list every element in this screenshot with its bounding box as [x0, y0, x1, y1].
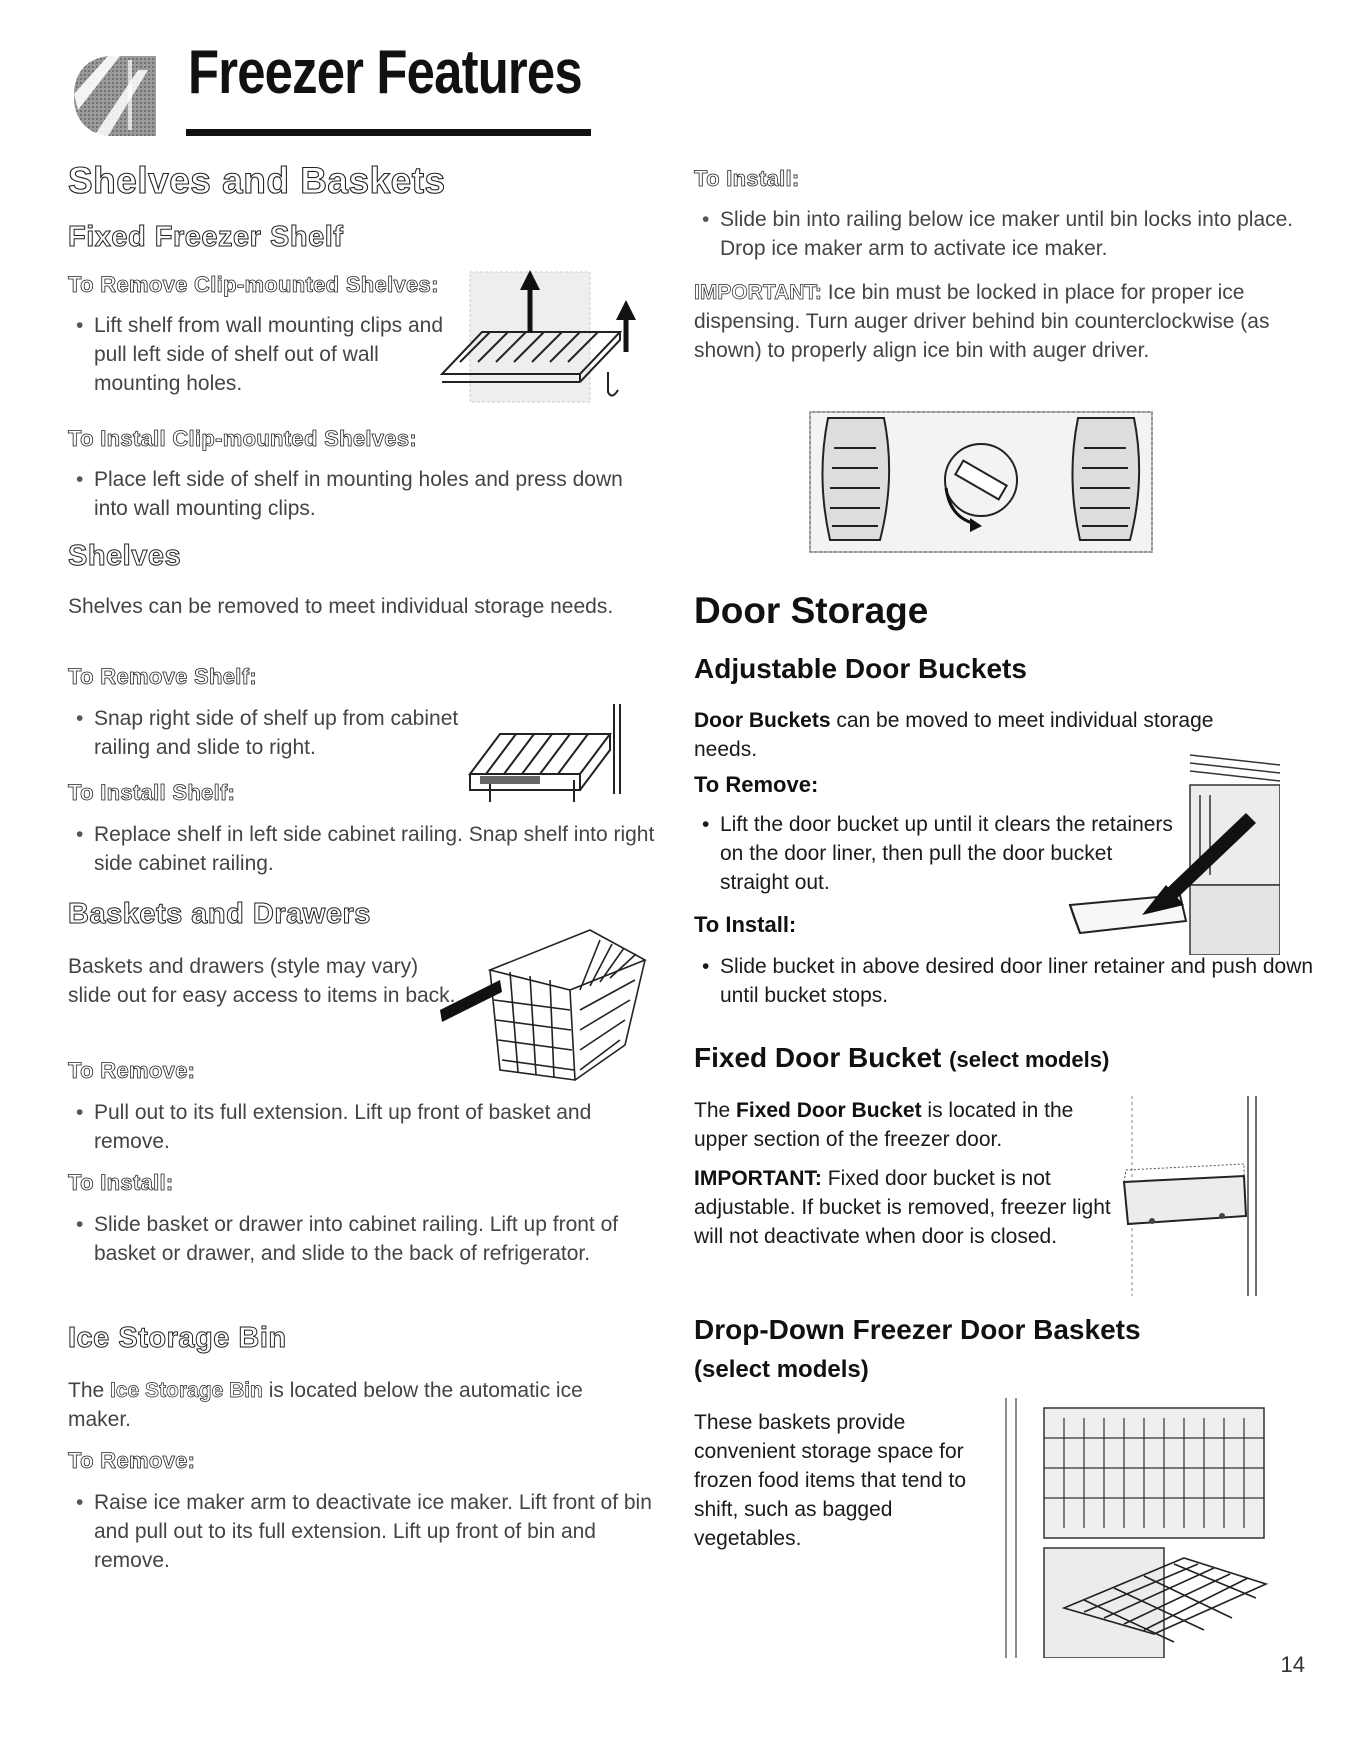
drop-down-baskets-text: These baskets provide convenient storage space for frozen food items that tend to shift, such as bagged vegetables.: [694, 1411, 966, 1550]
fixed-freezer-shelf-heading: Fixed Freezer Shelf: [68, 221, 344, 253]
install-clip-shelves-heading: To Install Clip-mounted Shelves:: [68, 426, 417, 451]
clip-shelf-illustration: [430, 262, 642, 412]
remove-clip-shelves-heading: To Remove Clip-mounted Shelves:: [68, 272, 439, 297]
install-shelf-step: • Replace shelf in left side cabinet railing. Snap shelf into right side cabinet railing.: [68, 820, 664, 878]
drop-down-baskets-heading: Drop-Down Freezer Door Baskets: [694, 1314, 1141, 1345]
freezer-section-icon: [68, 50, 162, 142]
ice-storage-bin-heading: Ice Storage Bin: [68, 1322, 287, 1354]
remove-clip-shelves-step: • Lift shelf from wall mounting clips and pull left side of shelf out of wall mounting holes.: [68, 311, 444, 398]
shelves-heading: Shelves: [68, 540, 182, 572]
door-bucket-illustration: [1060, 745, 1280, 955]
ice-bin-important-note: IMPORTANT: Ice bin must be locked in place for proper ice dispensing. Turn auger driver behind bin counterclockwise (as shown) to properly align ice bin with auger driver.: [694, 281, 1270, 362]
remove-shelf-heading: To Remove Shelf:: [68, 664, 257, 689]
fixed-bucket-intro: The Fixed Door Bucket is located in the upper section of the freezer door.: [694, 1099, 1074, 1151]
baskets-intro: Baskets and drawers (style may vary) slide out for easy access to items in back.: [68, 955, 456, 1007]
drop-down-basket-illustration: [1004, 1398, 1276, 1658]
ice-bin-intro: The Ice Storage Bin is located below the automatic ice maker.: [68, 1379, 583, 1431]
install-ice-bin-step: • Slide bin into railing below ice maker until bin locks into place. Drop ice maker arm to activate ice maker.: [694, 205, 1310, 263]
fixed-door-bucket-heading: Fixed Door Bucket (select models): [694, 1042, 1110, 1073]
install-basket-step: • Slide basket or drawer into cabinet railing. Lift up front of basket or drawer, and slide to the back of refrigerator.: [68, 1210, 664, 1268]
page-number: 14: [1280, 1652, 1305, 1677]
title-underline: [186, 129, 591, 136]
install-ice-bin-heading: To Install:: [694, 166, 800, 191]
auger-driver-illustration: [806, 408, 1156, 556]
install-door-bucket-heading: To Install:: [694, 912, 797, 937]
drop-down-select-models: (select models): [694, 1356, 869, 1383]
fixed-bucket-important-note: IMPORTANT: Fixed door bucket is not adjustable. If bucket is removed, freezer light will not deactivate when door is closed.: [694, 1167, 1111, 1248]
install-shelf-heading: To Install Shelf:: [68, 780, 236, 805]
adjustable-door-buckets-heading: Adjustable Door Buckets: [694, 653, 1027, 684]
basket-illustration: [440, 920, 650, 1085]
shelves-intro: Shelves can be removed to meet individual storage needs.: [68, 595, 614, 618]
page-title: Freezer Features: [188, 38, 582, 107]
remove-ice-bin-step: • Raise ice maker arm to deactivate ice maker. Lift front of bin and pull out to its full extension. Lift up front of bin and remove.: [68, 1488, 664, 1575]
shelves-baskets-heading: Shelves and Baskets: [68, 160, 446, 201]
baskets-drawers-heading: Baskets and Drawers: [68, 898, 371, 930]
remove-door-bucket-step: • Lift the door bucket up until it clears the retainers on the door liner, then pull the door bucket straight out.: [694, 810, 1186, 897]
door-buckets-intro: Door Buckets can be moved to meet individual storage needs.: [694, 709, 1214, 761]
install-basket-heading: To Install:: [68, 1170, 174, 1195]
remove-shelf-step: • Snap right side of shelf up from cabinet railing and slide to right.: [68, 704, 474, 762]
door-storage-heading: Door Storage: [694, 590, 929, 631]
remove-basket-step: • Pull out to its full extension. Lift up front of basket and remove.: [68, 1098, 664, 1156]
install-door-bucket-step: • Slide bucket in above desired door liner retainer and push down until bucket stops.: [694, 952, 1320, 1010]
remove-ice-bin-heading: To Remove:: [68, 1448, 196, 1473]
shelf-illustration: [460, 694, 630, 804]
fixed-door-bucket-illustration: [1112, 1096, 1262, 1296]
remove-door-bucket-heading: To Remove:: [694, 772, 819, 797]
remove-basket-heading: To Remove:: [68, 1058, 196, 1083]
install-clip-shelves-step: • Place left side of shelf in mounting holes and press down into wall mounting clips.: [68, 465, 654, 523]
